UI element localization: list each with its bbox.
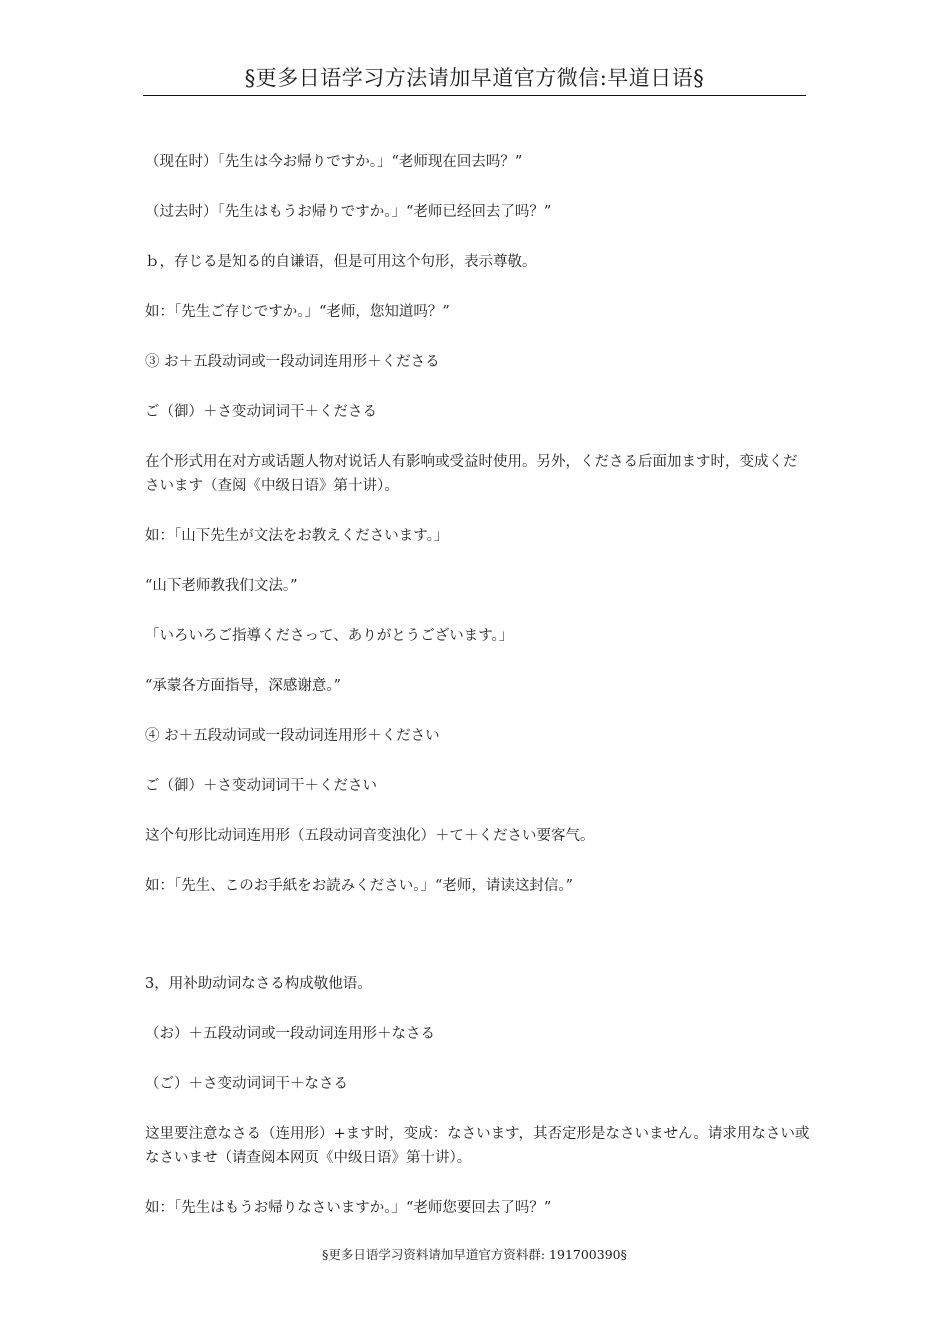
paragraph: “山下老师教我们文法。” — [145, 578, 298, 594]
paragraph: ③ お＋五段动词或一段动词连用形＋くださる — [145, 354, 440, 370]
paragraph: 如：「先生、このお手紙をお読みください。」“老师，请读这封信。” — [145, 878, 574, 894]
paragraph: 这里要注意なさる（连用形）+ます时，变成：なさいます，其否定形是なさいません。请求用なさい或なさいませ（请查阅本网页《中级日语》第十讲）。 — [145, 1126, 810, 1166]
paragraph: ご（御）＋さ变动词词干＋ください — [145, 778, 377, 794]
paragraph: （ご）＋さ变动词词干＋なさる — [145, 1076, 348, 1092]
section-heading: 3，用补助动词なさる构成敬他语。 — [145, 976, 372, 992]
paragraph: 这个句形比动词连用形（五段动词音变浊化）＋て＋ください要客气。 — [145, 828, 595, 844]
document-body — [145, 150, 810, 1246]
paragraph: 在个形式用在对方或话题人物对说话人有影响或受益时使用。另外，くださる后面加ます时，变成くださいます（查阅《中级日语》第十讲）。 — [145, 454, 798, 494]
page-header-title: §更多日语学习方法请加早道官方微信:早道日语§ — [244, 66, 705, 90]
blank-gap — [145, 924, 810, 972]
paragraph: 「いろいろご指導くださって、ありがとうございます。」 — [145, 628, 514, 644]
header-divider — [143, 95, 806, 96]
paragraph: （お）＋五段动词或一段动词连用形＋なさる — [145, 1026, 435, 1042]
paragraph: 如：「山下先生が文法をお教えくださいます。」 — [145, 528, 449, 544]
paragraph: ｂ，存じる是知る的自谦语，但是可用这个句形，表示尊敬。 — [145, 254, 537, 270]
paragraph: （现在时）「先生は今お帰りですか。」“老师现在回去吗？” — [145, 154, 523, 170]
paragraph: ④ お＋五段动词或一段动词连用形＋ください — [145, 728, 440, 744]
paragraph: 如：「先生はもうお帰りなさいますか。」“老师您要回去了吗？” — [145, 1200, 552, 1216]
paragraph: （过去时）「先生はもうお帰りですか。」“老师已经回去了吗？” — [145, 204, 552, 220]
paragraph: ご（御）＋さ变动词词干＋くださる — [145, 404, 377, 420]
paragraph: “承蒙各方面指导，深感谢意。” — [145, 678, 342, 694]
page-footer: §更多日语学习资料请加早道官方资料群: 191700390§ — [322, 1247, 627, 1262]
paragraph: 如：「先生ご存じですか。」“老师，您知道吗？” — [145, 304, 450, 320]
